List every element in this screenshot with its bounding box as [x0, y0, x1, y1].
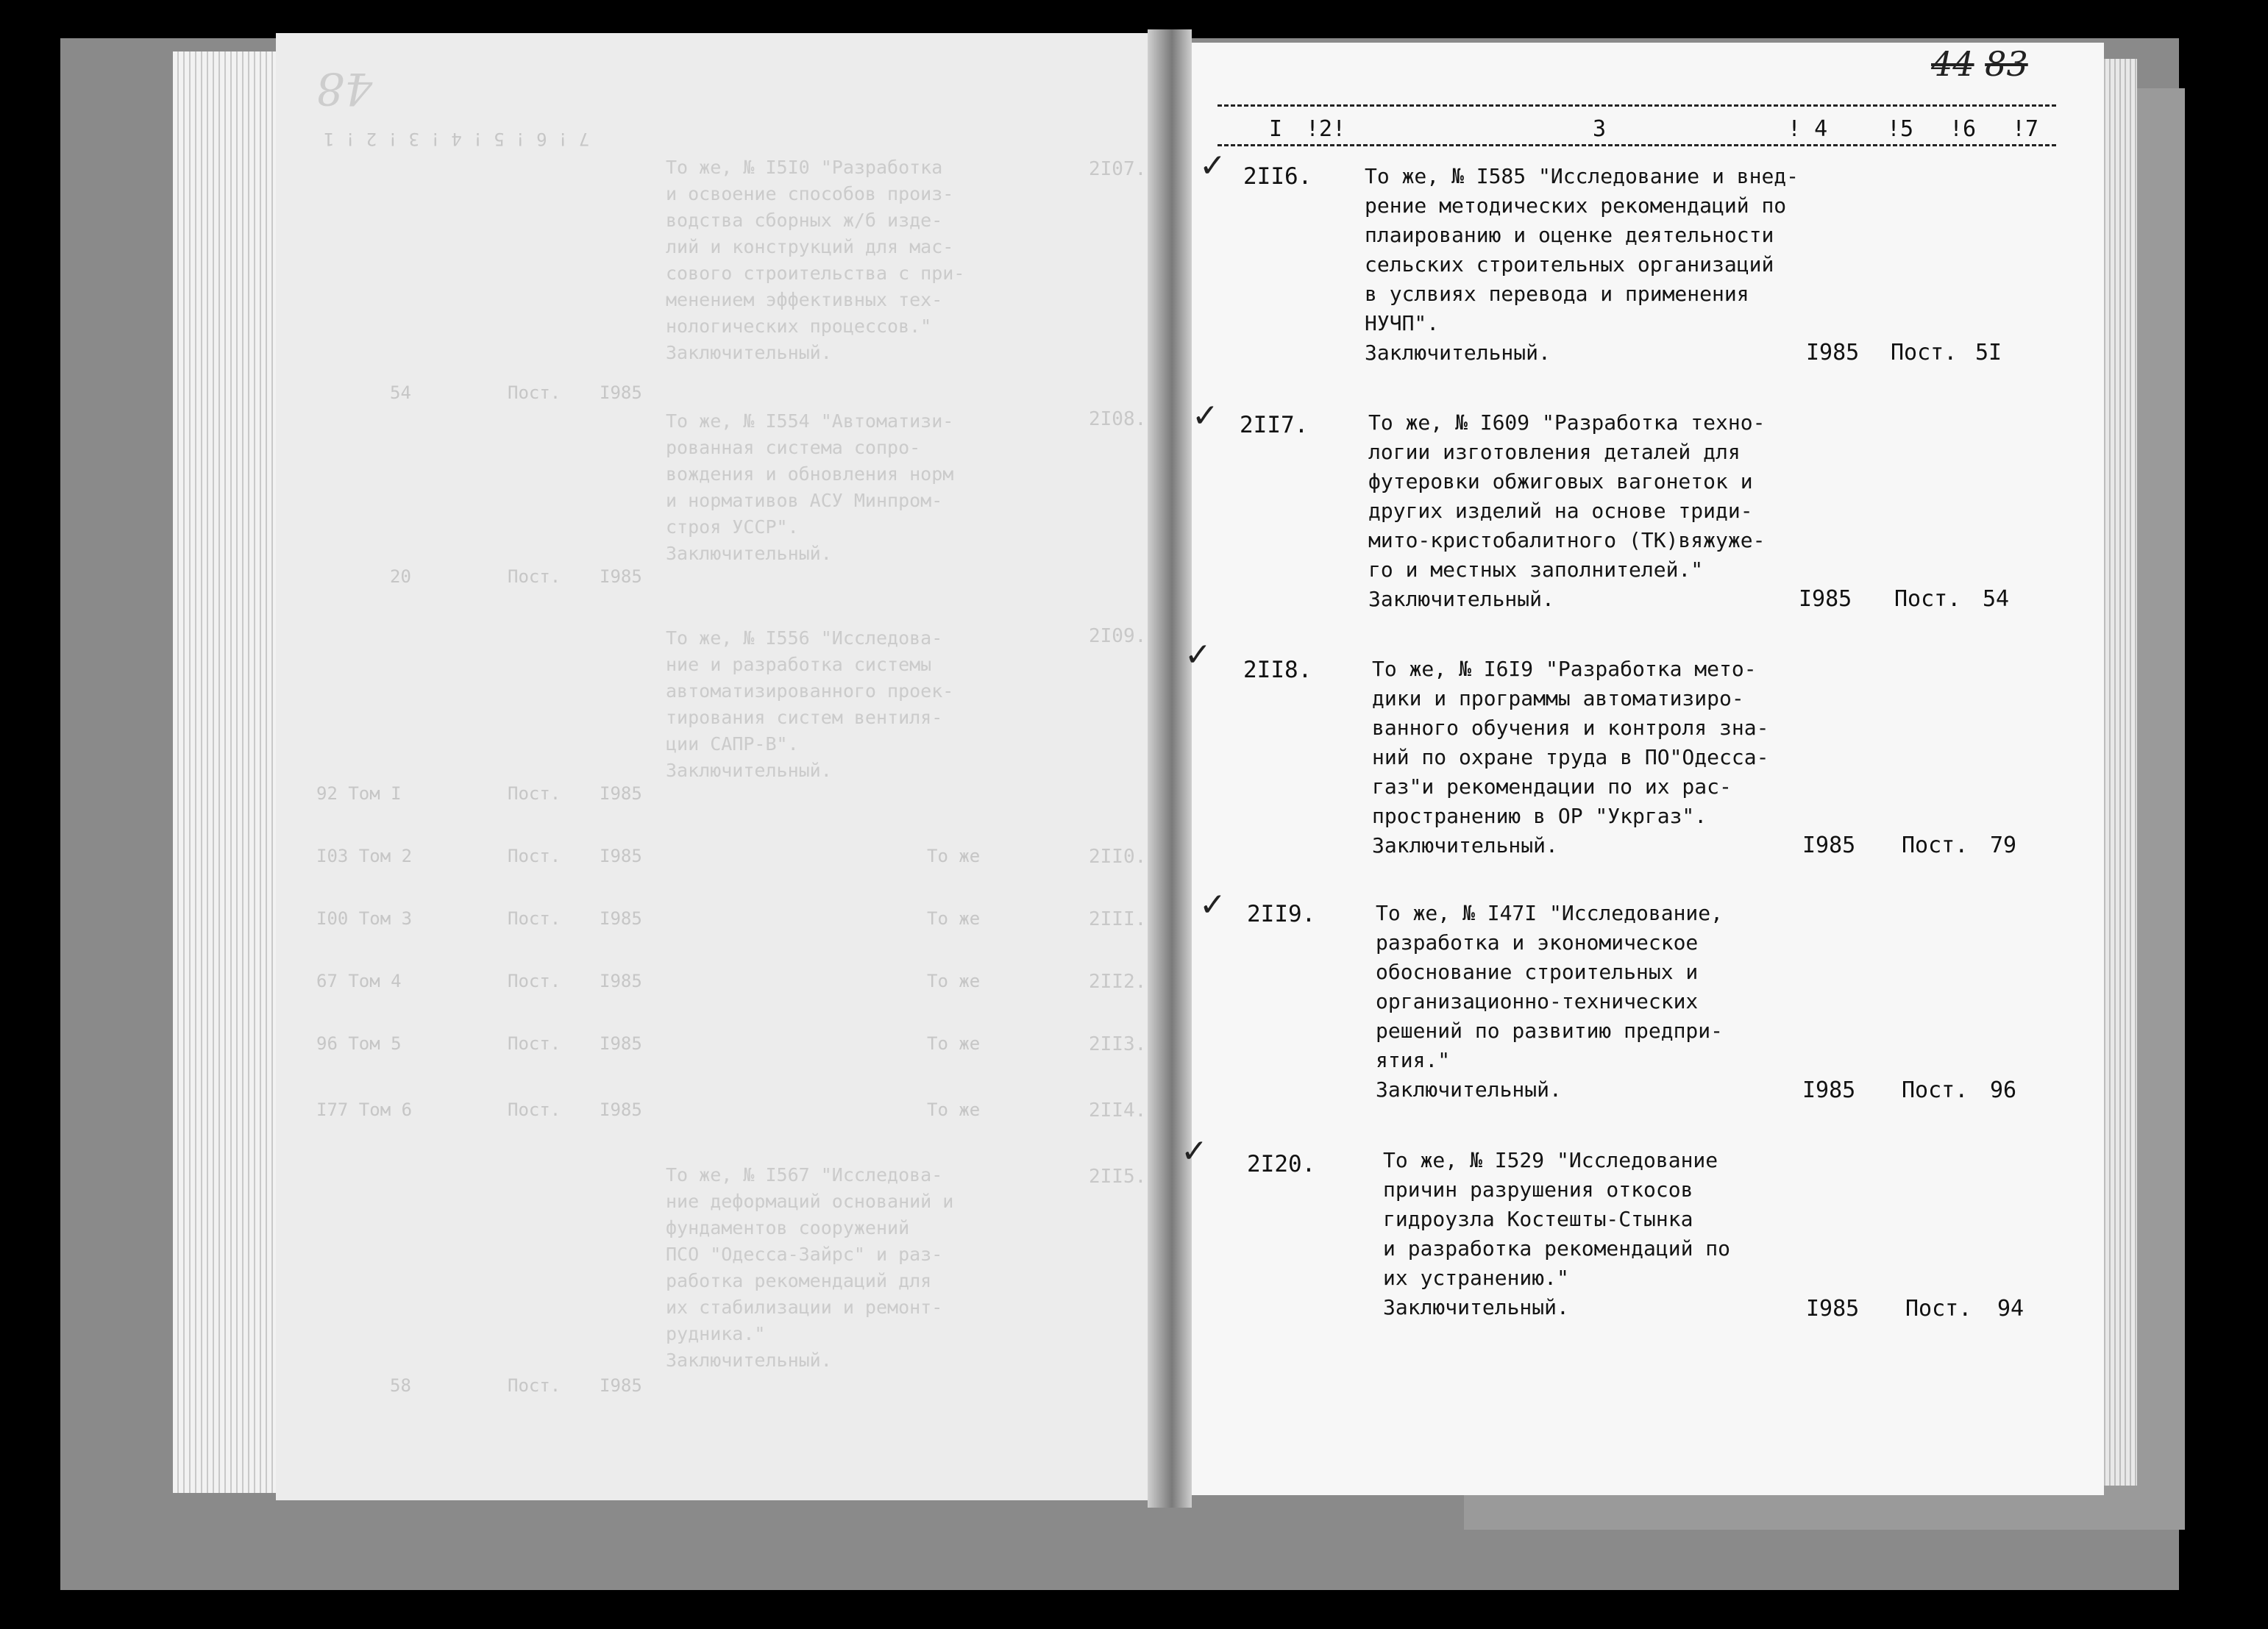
checkmark-icon: ✓ — [1184, 636, 1212, 674]
ghost-year: I985 — [600, 783, 642, 804]
ghost-count: 67 Том 4 — [316, 971, 402, 991]
entry-description: То же, № I6I9 "Разработка мето- дики и программы автоматизиро- ванного обучения и контроля зна- ний по охране труда в ПО"Одесса- газ"и рекомендации по их рас- пространению в ОР "Укргаз". Заключительный. — [1372, 657, 1769, 858]
ghost-header: 7 ! 6 ! 5 ! 4 ! 3 ! 2 ! 1 — [324, 129, 590, 149]
ghost-num: 2I08. — [1089, 408, 1147, 430]
entry-count: 96 — [1990, 1077, 2017, 1103]
entry-post: Пост. — [1902, 833, 1969, 858]
ghost-year: I985 — [600, 846, 642, 866]
ghost-label: То же — [927, 1033, 981, 1054]
entry-number: 2II6. — [1243, 163, 1312, 190]
entry-description: То же, № I585 "Исследование и внед- рение методических рекомендаций по плаированию и оценке деятельности сельских строительных организаций в услвиях перевода и применения НУЧП". Заключительный. — [1365, 164, 1799, 365]
entry-description: То же, № I529 "Исследование причин разрушения откосов гидроузла Костешты-Стынка и разработка рекомендаций по их устранению." Заключительный. — [1383, 1148, 1731, 1319]
book-spine — [1148, 29, 1192, 1508]
ghost-block: То же, № I554 "Автоматизи- рованная система сопро- вождения и обновления норм и нормативов АСУ Минпром- строя УССР". Заключительный. — [666, 410, 954, 564]
ghost-year: I985 — [600, 382, 642, 403]
header-rule-bottom — [1217, 144, 2056, 146]
entry-count: 94 — [1997, 1296, 2025, 1322]
ghost-count: 20 — [390, 566, 411, 587]
entry-number: 2II8. — [1243, 657, 1312, 683]
ghost-count: I00 Том 3 — [316, 908, 413, 929]
entry-description: То же, № I609 "Разработка техно- логии изготовления деталей для футеровки обжиговых вагонеток и других изделий на основе триди- мито-кристобалитного (ТК)вяжуже- го и местных заполнителей." Заключительный. — [1368, 410, 1766, 611]
ghost-year: I985 — [600, 1375, 642, 1396]
page-number — [1931, 44, 2028, 84]
ghost-post: Пост. — [508, 1099, 561, 1120]
ghost-post: Пост. — [508, 566, 561, 587]
ghost-year: I985 — [600, 1033, 642, 1054]
entry-year: I985 — [1802, 833, 1856, 858]
entry-number: 2II7. — [1240, 412, 1309, 438]
ghost-year: I985 — [600, 971, 642, 991]
ghost-year: I985 — [600, 1099, 642, 1120]
header-col-7: !7 — [2012, 116, 2039, 142]
ghost-num: 2II4. — [1089, 1099, 1147, 1122]
ghost-year: I985 — [600, 908, 642, 929]
entry-number: 2II9. — [1247, 901, 1316, 927]
header-col-4: ! 4 — [1788, 116, 1828, 142]
header-col-3: 3 — [1593, 116, 1607, 142]
entry-number: 2I20. — [1247, 1151, 1316, 1177]
page-stack-right — [2100, 59, 2137, 1486]
page-number-current: 83 — [1985, 44, 2028, 84]
ghost-post: Пост. — [508, 846, 561, 866]
ghost-block: То же, № I5I0 "Разработка и освоение способов произ- водства сборных ж/б изде- лий и конструкций для мас- сового строительства с при- менением эффективных тех- нологических процессов." Заключительный. — [666, 157, 965, 363]
ghost-count: 54 — [390, 382, 411, 403]
ghost-count: 92 Том I — [316, 783, 402, 804]
header-col-2: !2! — [1306, 116, 1346, 142]
ghost-count: I77 Том 6 — [316, 1099, 413, 1120]
page-stack-left — [173, 51, 283, 1493]
entry-count: 79 — [1990, 833, 2017, 858]
ghost-post: Пост. — [508, 971, 561, 991]
entry-year: I985 — [1806, 340, 1860, 366]
ghost-signature: 48 — [316, 63, 373, 114]
page-number-struck: 44 — [1931, 44, 1974, 84]
ghost-num: 2III. — [1089, 908, 1147, 930]
checkmark-icon: ✓ — [1192, 397, 1219, 435]
ghost-block: То же, № I567 "Исследова- ние деформаций оснований и фундаментов сооружений ПСО "Одесса-Зайрс" и раз- работка рекомендаций для их стабилизации и ремонт- рудника." Заключительный. — [666, 1164, 954, 1371]
ghost-block: То же, № I556 "Исследова- ние и разработка системы автоматизированного проек- тирования систем вентиля- ции САПР-В". Заключительный. — [666, 627, 954, 781]
ghost-label: То же — [927, 908, 981, 929]
ghost-num: 2II3. — [1089, 1033, 1147, 1055]
entry-description: То же, № I47I "Исследование, разработка и экономическое обоснование строительных и организационно-технических решений по развитию предпри- ятия." Заключительный. — [1376, 901, 1724, 1102]
ghost-num: 2II2. — [1089, 971, 1147, 993]
ghost-post: Пост. — [508, 382, 561, 403]
ghost-label: То же — [927, 1099, 981, 1120]
entry-year: I985 — [1799, 586, 1852, 612]
checkmark-icon: ✓ — [1199, 886, 1226, 924]
ghost-count: I03 Том 2 — [316, 846, 413, 866]
ghost-post: Пост. — [508, 908, 561, 929]
header-col-1: I — [1269, 116, 1283, 142]
entry-post: Пост. — [1902, 1077, 1969, 1103]
header-rule-top — [1217, 104, 2056, 107]
ghost-year: I985 — [600, 566, 642, 587]
ghost-post: Пост. — [508, 783, 561, 804]
ghost-post: Пост. — [508, 1375, 561, 1396]
header-col-5: !5 — [1887, 116, 1914, 142]
ghost-count: 96 Том 5 — [316, 1033, 402, 1054]
checkmark-icon: ✓ — [1181, 1133, 1208, 1170]
entry-post: Пост. — [1894, 586, 1961, 612]
entry-year: I985 — [1802, 1077, 1856, 1103]
ghost-num: 2II0. — [1089, 846, 1147, 868]
entry-year: I985 — [1806, 1296, 1860, 1322]
entry-post: Пост. — [1891, 340, 1958, 366]
ghost-num: 2I07. — [1089, 158, 1147, 180]
ghost-label: То же — [927, 846, 981, 866]
checkmark-icon: ✓ — [1199, 147, 1226, 185]
ghost-num: 2II5. — [1089, 1166, 1147, 1188]
entry-count: 54 — [1983, 586, 2010, 612]
entry-post: Пост. — [1905, 1296, 1972, 1322]
ghost-post: Пост. — [508, 1033, 561, 1054]
ghost-count: 58 — [390, 1375, 411, 1396]
ghost-label: То же — [927, 971, 981, 991]
ghost-num: 2I09. — [1089, 625, 1147, 647]
header-col-6: !6 — [1949, 116, 1977, 142]
entry-count: 5I — [1975, 340, 2002, 366]
